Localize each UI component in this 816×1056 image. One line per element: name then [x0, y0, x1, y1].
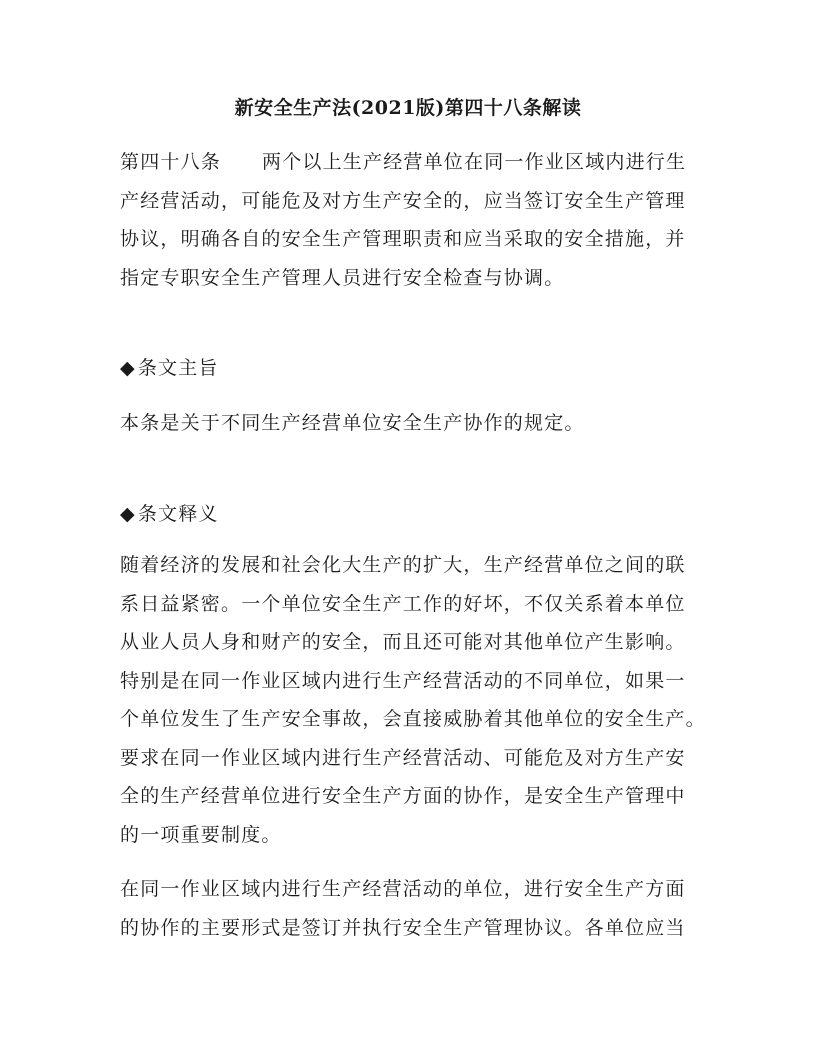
gist-line: 本条是关于不同生产经营单位安全生产协作的规定。	[120, 412, 585, 434]
article-line	[120, 143, 700, 182]
section-heading-explanation	[120, 500, 219, 528]
article-label: 第四十八条	[120, 151, 222, 173]
document-title: 新安全生产法(2021版)第四十八条解读	[234, 97, 582, 119]
article-line: 协议，明确各自的安全生产管理职责和应当采取的安全措施，并	[120, 228, 686, 250]
diamond-bullet-icon: ◆	[120, 357, 136, 379]
paragraph-line: 的协作的主要形式是签订并执行安全生产管理协议。各单位应当	[120, 916, 686, 939]
explanation-paragraph-2	[120, 870, 700, 947]
paragraph-line: 在同一作业区域内进行生产经营活动的单位，进行安全生产方面	[120, 878, 686, 900]
article-text	[120, 143, 700, 297]
paragraph-line: 特别是在同一作业区域内进行生产经营活动的不同单位，如果一	[120, 669, 686, 692]
section-heading-gist	[120, 354, 219, 382]
paragraph-line: 系日益紧密。一个单位安全生产工作的好坏，不仅关系着本单位	[120, 592, 686, 615]
section-heading-text: 条文主旨	[137, 357, 219, 379]
explanation-paragraph-1	[120, 546, 706, 854]
diamond-bullet-icon: ◆	[120, 503, 136, 525]
section-heading-text: 条文释义	[137, 503, 219, 525]
article-line: 产经营活动，可能危及对方生产安全的，应当签订安全生产管理	[120, 189, 686, 212]
article-line: 指定专职安全生产管理人员进行安全检查与协调。	[120, 266, 565, 289]
paragraph-line: 全的生产经营单位进行安全生产方面的协作，是安全生产管理中	[120, 785, 686, 807]
paragraph-line: 个单位发生了生产安全事故，会直接威胁着其他单位的安全生产。	[120, 708, 706, 730]
gist-paragraph	[120, 404, 700, 443]
paragraph-line: 从业人员人身和财产的安全，而且还可能对其他单位产生影响。	[120, 631, 686, 653]
paragraph-line: 要求在同一作业区域内进行生产经营活动、可能危及对方生产安	[120, 746, 686, 769]
paragraph-line: 随着经济的发展和社会化大生产的扩大，生产经营单位之间的联	[120, 554, 686, 576]
paragraph-line: 的一项重要制度。	[120, 823, 282, 846]
article-line-text: 两个以上生产经营单位在同一作业区域内进行生	[262, 151, 687, 173]
